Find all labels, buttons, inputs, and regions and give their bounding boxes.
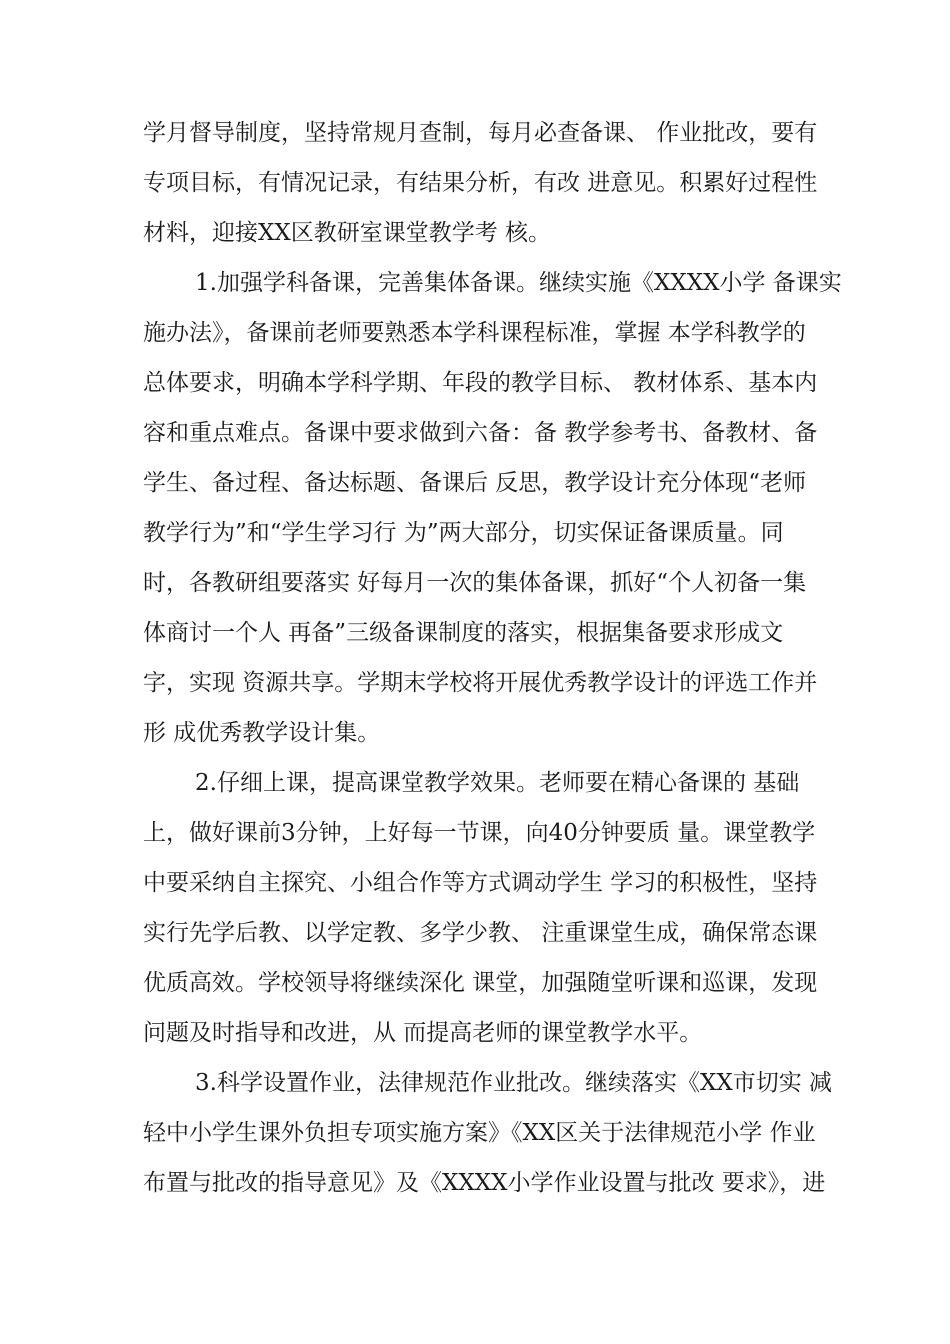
paragraph-line: 中要采纳自主探究、小组合作等方式调动学生 学习的积极性，坚持: [143, 870, 818, 896]
paragraph-line: 轻中小学生课外负担专项实施方案》《XX区关于法律规范小学 作业: [143, 1120, 816, 1146]
paragraph-line: 学生、备过程、备达标题、备课后 反思，教学设计充分体现“老师: [143, 470, 807, 496]
paragraph-line: 施办法》，备课前老师要熟悉本学科课程标准，掌握 本学科教学的: [143, 320, 806, 346]
paragraph-line: 1.加强学科备课，完善集体备课。继续实施《XXXX小学 备课实: [195, 270, 842, 296]
paragraph-line: 优质高效。学校领导将继续深化 课堂，加强随堂听课和巡课，发现: [143, 970, 818, 996]
paragraph-line: 2.仔细上课，提高课堂教学效果。老师要在精心备课的 基础: [195, 770, 800, 796]
paragraph-line: 上，做好课前3分钟，上好每一节课，向40分钟要质 量。课堂教学: [143, 820, 816, 846]
paragraph-line: 实行先学后教、以学定教、多学少教、 注重课堂生成，确保常态课: [143, 920, 818, 946]
paragraph-line: 体商讨一个人 再备”三级备课制度的落实，根据集备要求形成文: [143, 620, 784, 646]
paragraph-line: 字，实现 资源共享。学期末学校将开展优秀教学设计的评选工作并: [143, 670, 818, 696]
paragraph-line: 问题及时指导和改进，从 而提高老师的课堂教学水平。: [143, 1020, 703, 1046]
paragraph-line: 时，各教研组要落实 好每月一次的集体备课，抓好“个人初备一集: [143, 570, 807, 596]
paragraph-line: 学月督导制度，坚持常规月查制，每月必查备课、 作业批改，要有: [143, 120, 818, 146]
paragraph-line: 形 成优秀教学设计集。: [143, 720, 381, 746]
paragraph-line: 3.科学设置作业，法律规范作业批改。继续落实《XX市切实 减: [195, 1070, 833, 1096]
paragraph-line: 总体要求，明确本学科学期、年段的教学目标、 教材体系、基本内: [143, 370, 818, 396]
paragraph-line: 材料，迎接XX区教研室课堂教学考 核。: [143, 220, 552, 246]
paragraph-line: 教学行为”和“学生学习行 为”两大部分，切实保证备课质量。同: [143, 520, 784, 546]
paragraph-line: 专项目标，有情况记录，有结果分析，有改 进意见。积累好过程性: [143, 170, 818, 196]
paragraph-line: 容和重点难点。备课中要求做到六备：备 教学参考书、备教材、备: [143, 420, 818, 446]
paragraph-line: 布置与批改的指导意见》及《XXXX小学作业设置与批改 要求》，进: [143, 1170, 826, 1196]
